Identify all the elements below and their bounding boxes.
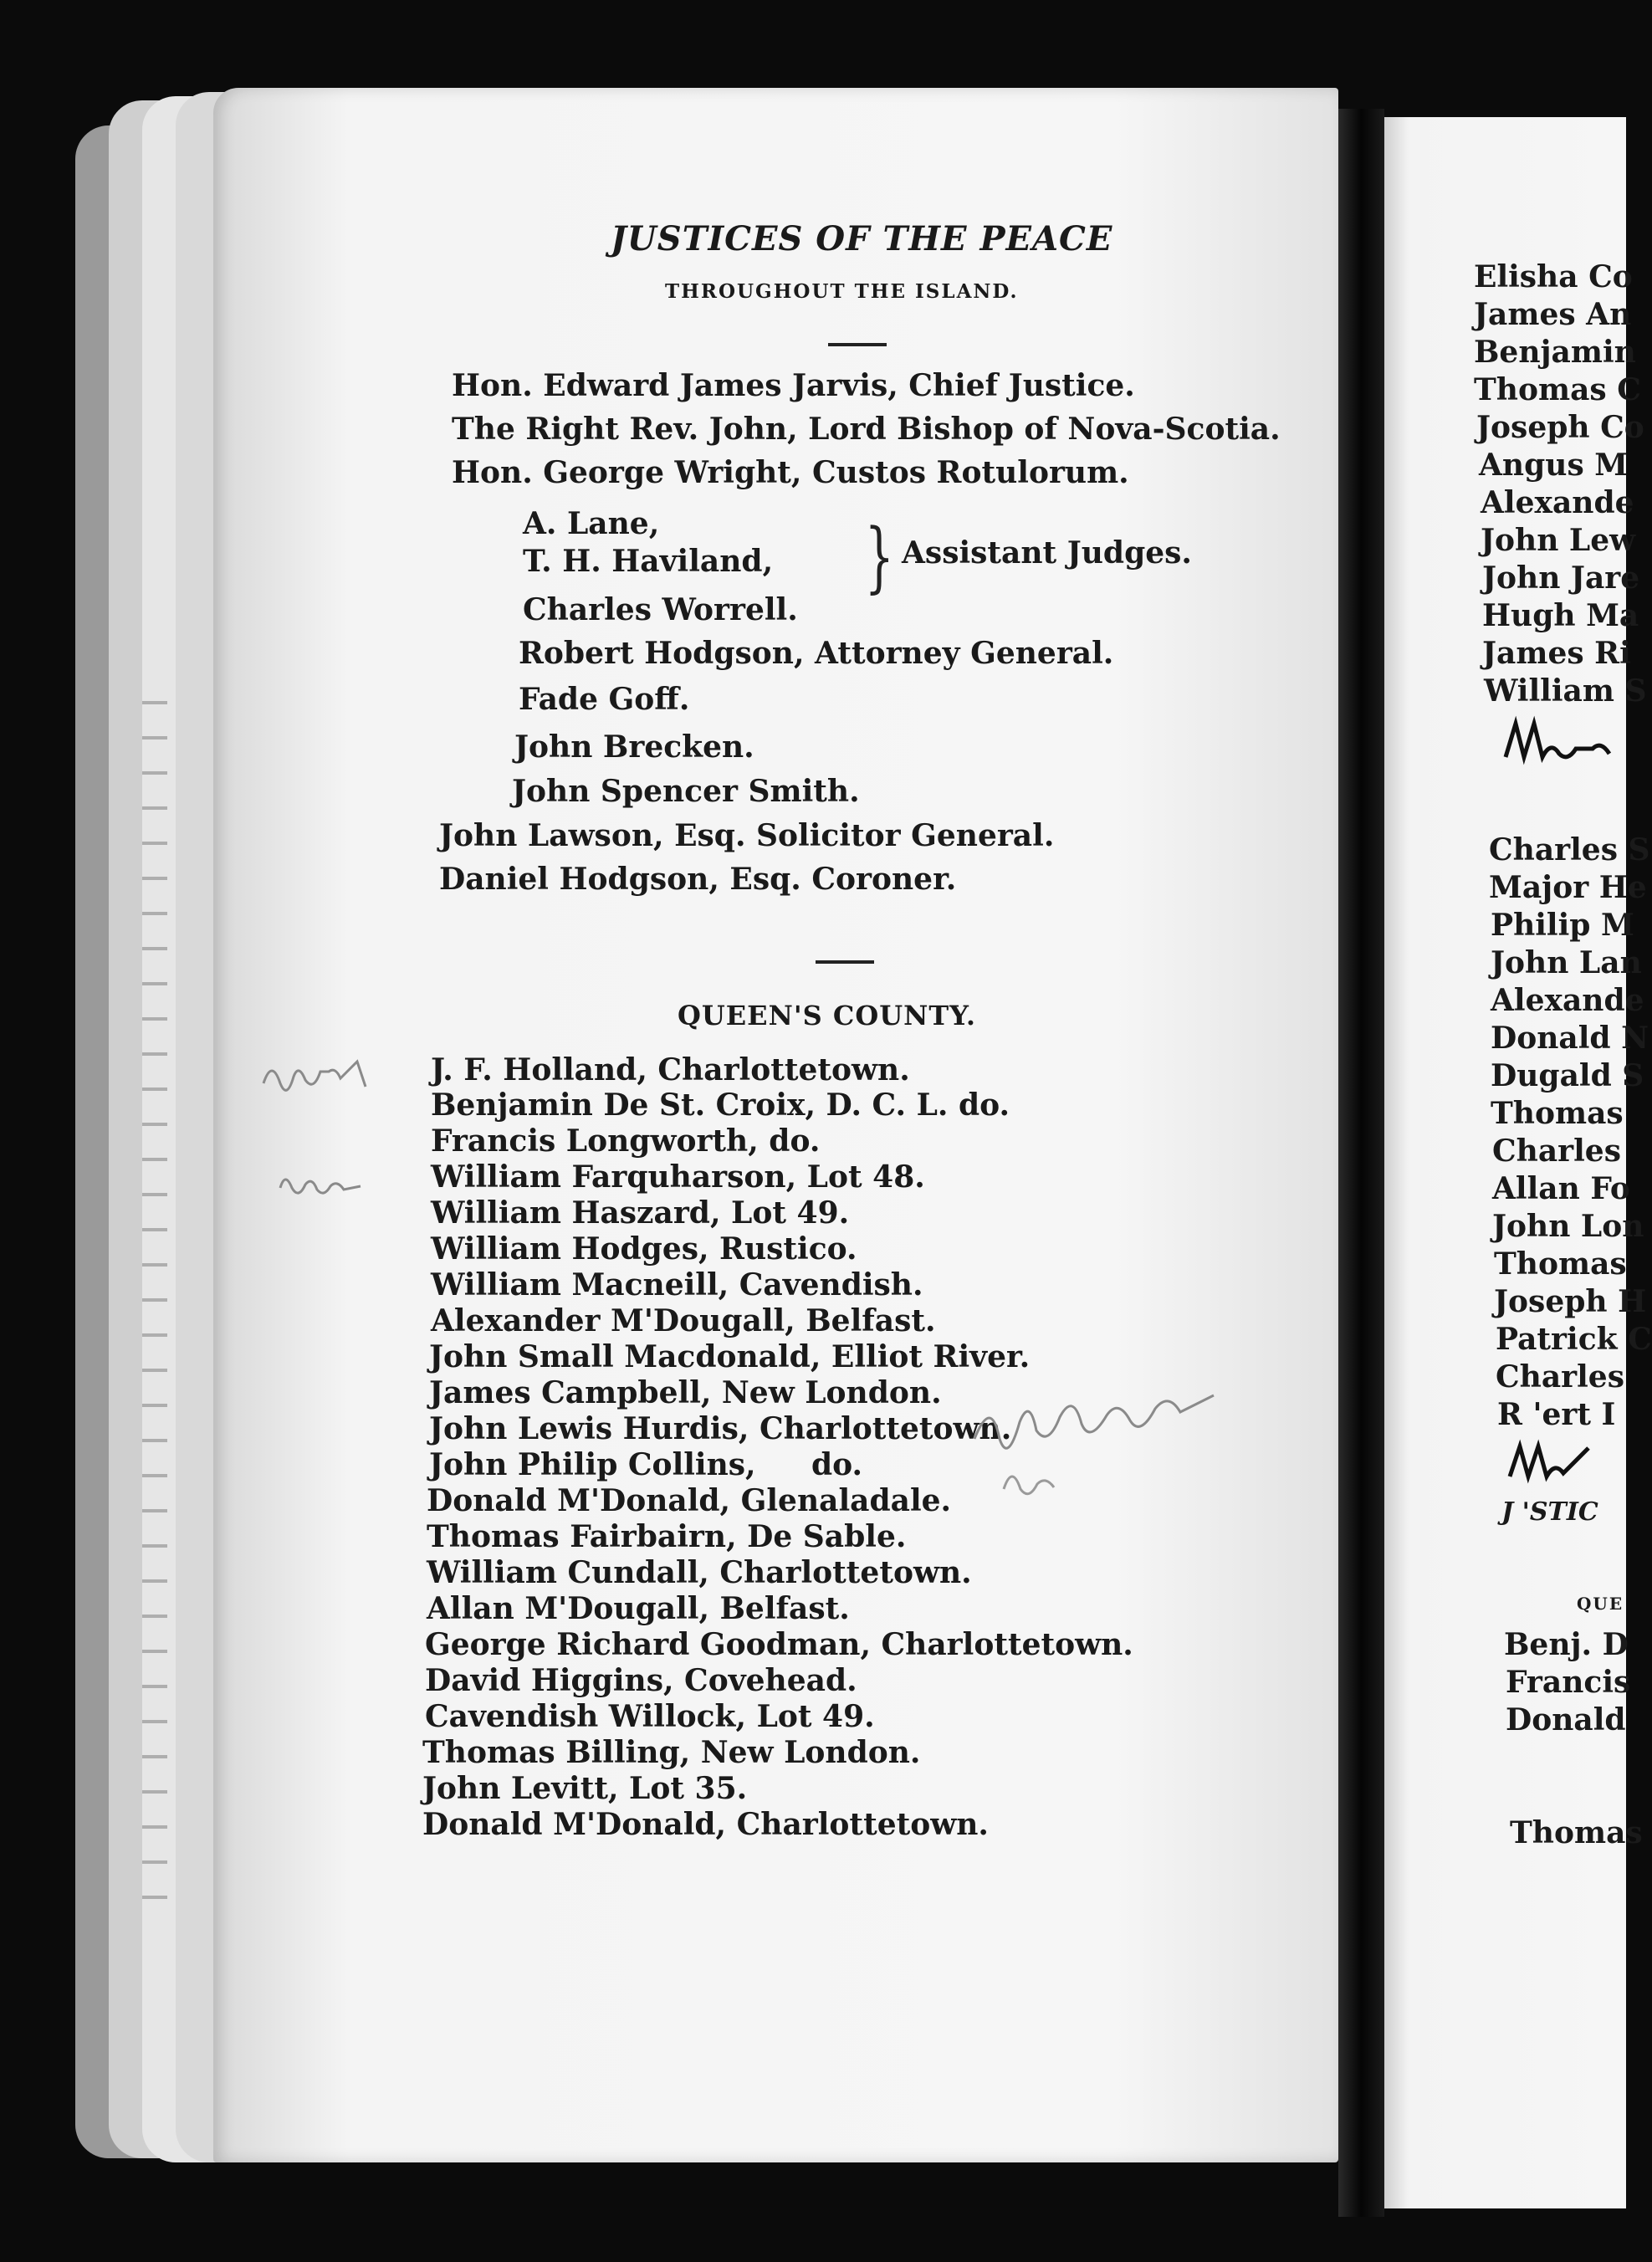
list-item: John Small Macdonald, Elliot River. [429,1339,1031,1374]
list-item: John Brecken. [514,729,754,765]
section-title: QUEEN'S COUNTY. [678,1000,977,1031]
list-item: Thomas C [1474,372,1641,407]
list-item: Benj. D [1504,1627,1629,1662]
list-item: Donald N [1491,1021,1649,1056]
list-item: Alexande [1481,485,1634,520]
section-subheading: QUE [1577,1594,1624,1614]
list-item: William Haszard, Lot 49. [431,1195,850,1231]
handwritten-annotation [276,1163,385,1205]
list-item: Donald M'Donald, Glenaladale. [427,1483,952,1518]
list-item: James Campbell, New London. [429,1375,942,1410]
list-item: Thomas Fairbairn, De Sable. [427,1519,907,1554]
list-item: Allan Fo [1492,1171,1630,1206]
brace-glyph: } [864,512,894,601]
list-item: Francis Longworth, do. [431,1123,821,1159]
list-item: John Lewis Hurdis, Charlottetown. [429,1411,1012,1446]
list-item: Charles [1496,1359,1624,1395]
book-gutter [1338,109,1384,2217]
list-item: J. F. Holland, Charlottetown. [431,1052,910,1088]
list-item: Philip M [1491,908,1634,943]
list-item: Alexander M'Dougall, Belfast. [431,1303,936,1338]
list-item: Benjamin De St. Croix, D. C. L. do. [431,1088,1010,1123]
list-item: Dugald S [1491,1058,1644,1093]
list-item: Angus M [1479,448,1629,483]
handwritten-annotation [259,1050,393,1125]
list-item: John Levitt, Lot 35. [422,1771,748,1806]
list-item: John Jare [1482,560,1640,596]
list-item: Joseph H [1494,1284,1647,1319]
list-item: Thomas [1491,1096,1624,1131]
page-title: JUSTICES OF THE PEACE [611,219,1113,258]
signature [1501,711,1626,770]
list-item: Allan M'Dougall, Belfast. [427,1591,850,1626]
brace-label: Assistant Judges. [902,535,1192,571]
list-item: Thomas Billing, New London. [422,1735,921,1770]
list-item: T. H. Haviland, [523,544,774,579]
list-item: James An [1474,297,1632,332]
list-item: John Philip Collins, [429,1447,756,1482]
signature [1506,1435,1626,1489]
list-item: Charles Worrell. [523,592,798,627]
list-item: Patrick C [1496,1322,1652,1357]
list-item: Cavendish Willock, Lot 49. [425,1699,875,1734]
list-item: John Lew [1481,523,1636,558]
divider [828,343,887,346]
list-item: Hon. Edward James Jarvis, Chief Justice. [452,368,1135,403]
list-item: William Hodges, Rustico. [431,1231,857,1267]
list-item: Daniel Hodgson, Esq. Coroner. [439,862,957,897]
list-item: Elisha Co [1474,259,1633,294]
list-item: Alexande [1491,983,1644,1018]
handwritten-annotation [970,1389,1322,1506]
list-item: John Spencer Smith. [512,774,860,809]
list-item: Robert Hodgson, Attorney General. [519,636,1114,671]
list-item: Fade Goff. [519,682,690,717]
list-item: Hon. George Wright, Custos Rotulorum. [452,455,1129,490]
list-item: George Richard Goodman, Charlottetown. [425,1627,1133,1662]
list-item: William Macneill, Cavendish. [431,1267,923,1302]
page-subtitle: THROUGHOUT THE ISLAND. [665,280,1019,303]
list-item: The Right Rev. John, Lord Bishop of Nova-Scotia. [452,412,1281,447]
list-item: Hugh Ma [1482,598,1639,633]
list-item: A. Lane, [523,506,660,541]
divider [816,960,874,964]
list-item: Francis [1506,1665,1631,1700]
section-heading: J 'STIC [1501,1497,1598,1527]
list-item: Benjamin [1474,335,1636,370]
list-item: Major He [1489,870,1647,905]
list-item: John Lon [1492,1209,1644,1244]
ditto-mark: do. [811,1447,863,1482]
list-item: Charles S [1489,832,1650,867]
list-item: Donald [1506,1702,1626,1737]
list-item: William Farquharson, Lot 48. [431,1159,925,1195]
list-item: James Ri [1482,636,1631,671]
list-item: Thomas [1494,1246,1627,1282]
list-item: Charles [1492,1134,1621,1169]
list-item: William S [1484,673,1647,709]
list-item: Thomas [1510,1815,1643,1850]
page-edge-texture [142,669,167,1924]
list-item: John Lawson, Esq. Solicitor General. [439,818,1055,853]
list-item: John Lan [1491,945,1642,980]
list-item: William Cundall, Charlottetown. [427,1555,972,1590]
list-item: R 'ert I [1497,1397,1616,1432]
list-item: Donald M'Donald, Charlottetown. [422,1807,989,1842]
list-item: Joseph Co [1476,410,1644,445]
list-item: David Higgins, Covehead. [425,1663,857,1698]
